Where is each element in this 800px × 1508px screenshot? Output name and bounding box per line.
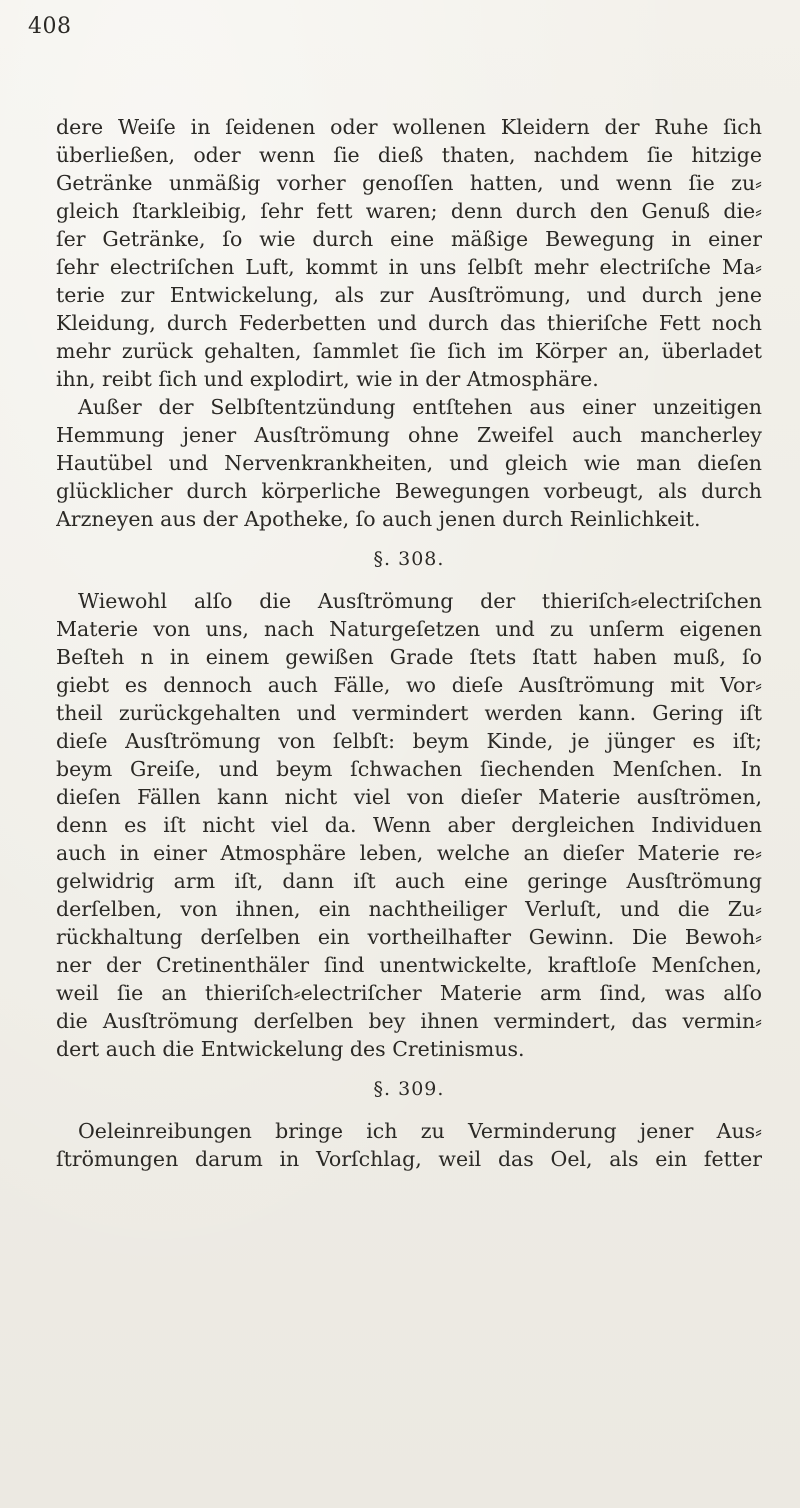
text-line: derſelben, von ihnen, ein nachtheiliger Verluſt, und die Zu⸗: [56, 897, 762, 921]
text-line: Arzneyen aus der Apotheke, ſo auch jenen durch Reinlichkeit.: [56, 507, 701, 531]
text-line: Materie von uns, nach Naturgeſetzen und zu unſerm eigenen: [56, 617, 762, 641]
text-line: gleich ſtarkleibig, ſehr fett waren; denn durch den Genuß die⸗: [56, 199, 762, 223]
paragraph-section-308: [56, 587, 762, 1063]
page-number: 408: [28, 14, 72, 39]
text-line: theil zurückgehalten und vermindert werden kann. Gering iſt: [56, 701, 762, 725]
text-line: Getränke unmäßig vorher genoſſen hatten, und wenn ſie zu⸗: [56, 171, 762, 195]
text-line: dieſen Fällen kann nicht viel von dieſer Materie ausſtrömen,: [56, 785, 762, 809]
text-line: beym Greiſe, und beym ſchwachen ſiechenden Menſchen. In: [56, 757, 762, 781]
text-line: ſtrömungen darum in Vorſchlag, weil das Oel, als ein fetter: [56, 1147, 762, 1171]
text-line: Hemmung jener Ausſtrömung ohne Zweifel auch mancherley: [56, 423, 762, 447]
text-line: ner der Cretinenthäler ſind unentwickelte, kraftloſe Menſchen,: [56, 953, 762, 977]
body-text: [56, 113, 762, 1173]
text-line: rückhaltung derſelben ein vortheilhafter Gewinn. Die Bewoh⸗: [56, 925, 762, 949]
section-heading-309: §. 309.: [373, 1078, 445, 1100]
text-line: ſer Getränke, ſo wie durch eine mäßige Bewegung in einer: [56, 227, 762, 251]
text-line: ſehr electriſchen Luft, kommt in uns ſelbſt mehr electriſche Ma⸗: [56, 255, 762, 279]
text-line: dieſe Ausſtrömung von ſelbſt: beym Kinde, je jünger es iſt;: [56, 729, 762, 753]
text-line: ihn, reibt ſich und explodirt, wie in der Atmosphäre.: [56, 367, 599, 391]
text-line: gelwidrig arm iſt, dann iſt auch eine geringe Ausſtrömung: [56, 869, 762, 893]
paragraph-continued: [56, 113, 762, 393]
text-line: dere Weiſe in ſeidenen oder wollenen Kleidern der Ruhe ſich: [56, 115, 762, 139]
text-line: überließen, oder wenn ſie dieß thaten, nachdem ſie hitzige: [56, 143, 762, 167]
paragraph-section-309: [56, 1117, 762, 1173]
text-line: Außer der Selbſtentzündung entſtehen aus einer unzeitigen: [78, 395, 762, 419]
text-line: die Ausſtrömung derſelben bey ihnen vermindert, das vermin⸗: [56, 1009, 762, 1033]
text-line: Kleidung, durch Federbetten und durch das thieriſche Fett noch: [56, 311, 762, 335]
text-line: giebt es dennoch auch Fälle, wo dieſe Ausſtrömung mit Vor⸗: [56, 673, 762, 697]
text-line: weil ſie an thieriſch⸗electriſcher Materie arm ſind, was alſo: [56, 981, 762, 1005]
text-line: Oeleinreibungen bringe ich zu Verminderung jener Aus⸗: [78, 1119, 762, 1143]
paragraph-self-ignition: [56, 393, 762, 533]
text-line: denn es iſt nicht viel da. Wenn aber dergleichen Individuen: [56, 813, 762, 837]
text-line: auch in einer Atmosphäre leben, welche an dieſer Materie re⸗: [56, 841, 762, 865]
text-line: terie zur Entwickelung, als zur Ausſtrömung, und durch jene: [56, 283, 762, 307]
text-line: mehr zurück gehalten, ſammlet ſie ſich im Körper an, überladet: [56, 339, 762, 363]
text-line: dert auch die Entwickelung des Cretinismus.: [56, 1037, 525, 1061]
section-heading-308: §. 308.: [373, 548, 445, 570]
text-line: Wiewohl alſo die Ausſtrömung der thieriſch⸗electriſchen: [78, 589, 762, 613]
text-line: Beſteh n in einem gewißen Grade ſtets ſtatt haben muß, ſo: [56, 645, 762, 669]
text-line: Hautübel und Nervenkrankheiten, und gleich wie man dieſen: [56, 451, 762, 475]
text-line: glücklicher durch körperliche Bewegungen vorbeugt, als durch: [56, 479, 762, 503]
